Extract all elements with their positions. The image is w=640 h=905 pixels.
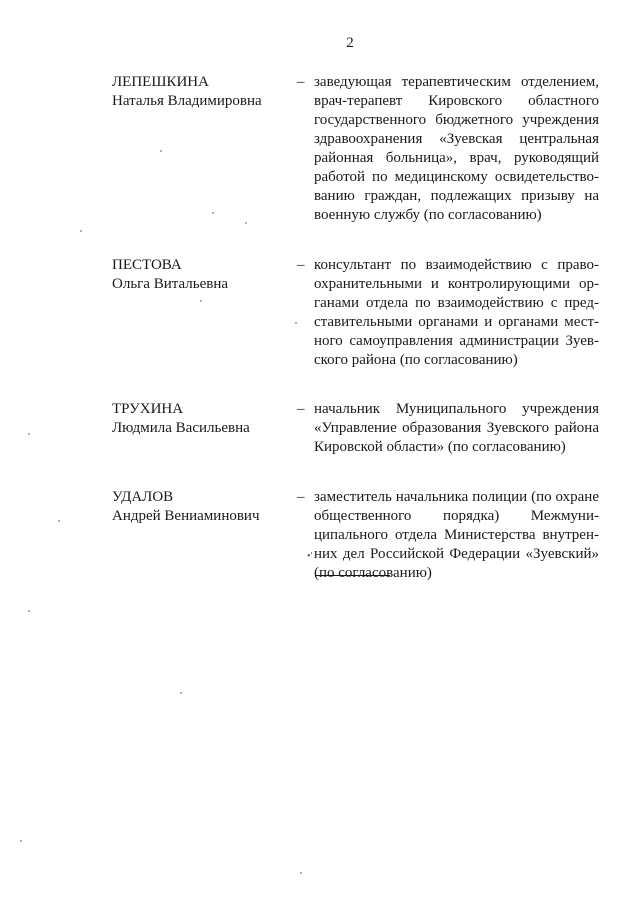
scan-speck xyxy=(212,212,214,214)
entry-dash: – xyxy=(297,257,305,273)
member-role: заместитель начальника полиции (по охране общественного порядка) Межмуниципального отдела Министерства внутренних дел Российской Федерации «Зуевский» (по согласованию) xyxy=(314,489,599,581)
entry-dash: – xyxy=(297,489,305,505)
member-surname: ЛЕПЕШКИНА xyxy=(112,74,209,90)
member-given-names: Людмила Васильевна xyxy=(112,420,250,436)
member-name xyxy=(112,488,297,526)
scan-mark: •′ xyxy=(307,551,313,562)
scan-speck xyxy=(200,300,202,302)
member-role: заведующая терапевтическим отделением, врач-терапевт Кировского областного государственного бюджетного учреждения здравоохранения «Зуевская центральная районная больница», врач, руководящий работой по медицинскому освидетельствованию граждан, подлежащих призыву на военную службу (по согласованию) xyxy=(314,74,599,223)
entry-dash: – xyxy=(297,74,305,90)
scan-speck xyxy=(295,322,297,324)
member-given-names: Наталья Владимировна xyxy=(112,93,262,109)
member-role: начальник Муниципального учреждения «Управление образования Зуевского района Кировской области» (по согласованию) xyxy=(314,401,599,455)
member-role: консультант по взаимодействию с правоохранительными и контролирующими органами отдела по взаимодействию с представительными органами и органами местного самоуправления администрации Зуевского района (по согласованию) xyxy=(314,257,599,368)
member-given-names: Ольга Витальевна xyxy=(112,276,229,292)
member-list xyxy=(112,73,599,613)
member-entry xyxy=(112,400,599,457)
member-surname: УДАЛОВ xyxy=(112,489,174,505)
member-surname: ПЕСТОВА xyxy=(112,257,182,273)
member-name xyxy=(112,400,297,438)
page-number: 2 xyxy=(346,35,354,51)
scan-speck xyxy=(20,840,22,842)
member-surname: ТРУХИНА xyxy=(112,401,184,417)
member-entry xyxy=(112,256,599,370)
entry-dash: – xyxy=(297,401,305,417)
member-name xyxy=(112,73,297,111)
member-entry xyxy=(112,73,599,225)
scan-speck xyxy=(28,433,30,435)
member-given-names: Андрей Вениаминович xyxy=(112,508,260,524)
closing-rule xyxy=(315,575,390,576)
member-entry xyxy=(112,488,599,583)
member-name xyxy=(112,256,297,294)
scan-speck xyxy=(160,150,162,152)
scan-speck xyxy=(80,230,82,232)
scan-speck xyxy=(58,520,60,522)
scan-speck xyxy=(245,222,247,224)
scan-speck xyxy=(300,872,302,874)
scan-speck xyxy=(28,610,30,612)
scan-speck xyxy=(180,692,182,694)
